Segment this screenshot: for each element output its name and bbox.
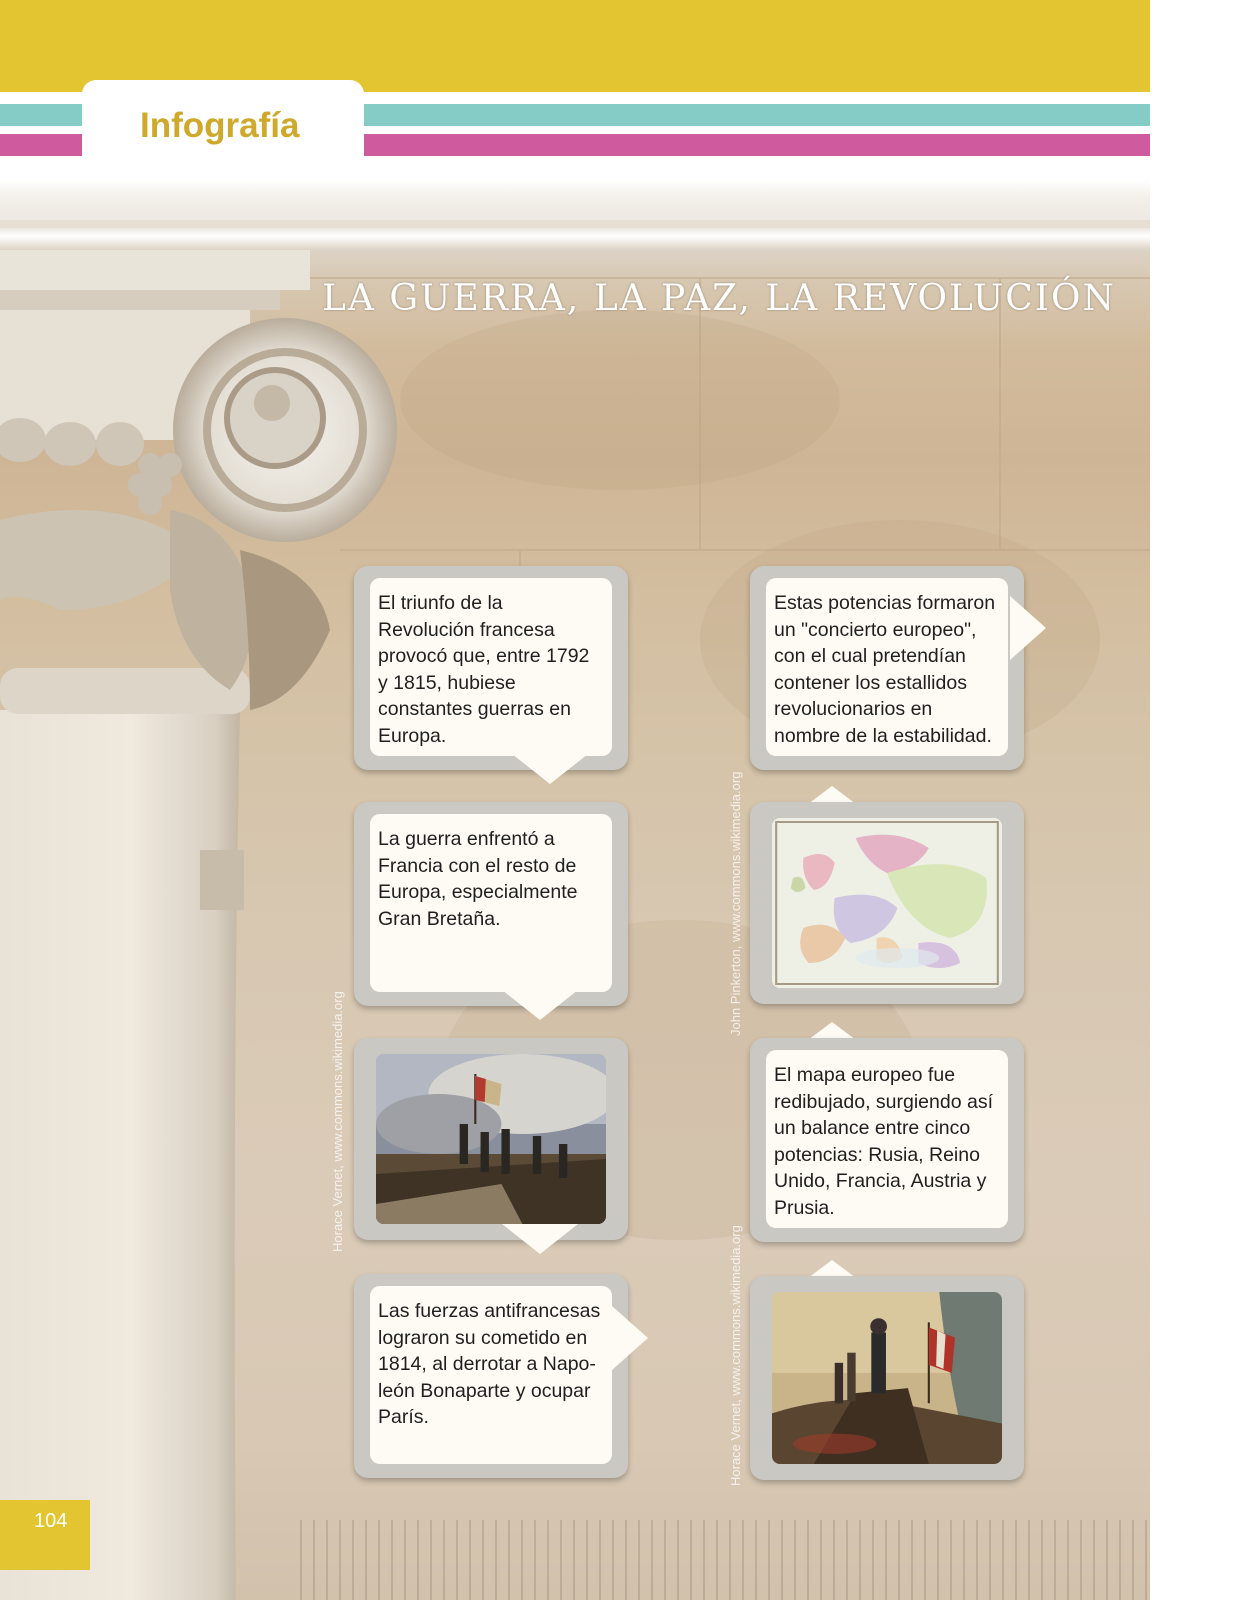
section-tab (82, 80, 364, 168)
card-antifrench (354, 1274, 628, 1478)
card-antifrench-text: Las fuerzas antifrancesas lograron su cometido en 1814, al derrotar a Napo-león Bonaparte y ocupar París. (378, 1300, 601, 1428)
card-revolution (354, 566, 628, 770)
credit-map: John Pinkerton, www.commons.wikimedia.org (728, 771, 743, 1036)
top-color-bar (0, 0, 1150, 92)
battle-painting (376, 1054, 606, 1224)
arrow-down-1 (512, 754, 588, 784)
stripe-teal-left (0, 104, 82, 126)
card-war-text: La guerra enfrentó a Francia con el resto de Europa, especialmente Gran Bretaña. (378, 828, 578, 930)
card-concert-text: Estas potencias formaron un "concierto europeo", con el cual pretendían contener los estallidos revolucionarios en nombre de la estabilidad. (774, 592, 996, 747)
card-battle-image (354, 1038, 628, 1240)
card-map-image (750, 802, 1024, 1004)
section-label: Infografía (140, 106, 300, 145)
arrow-right-1 (612, 1306, 648, 1370)
credit-napoleon: Horace Vernet, www.commons.wikimedia.org (728, 1225, 743, 1486)
credit-battle: Horace Vernet, www.commons.wikimedia.org (330, 991, 345, 1252)
europe-map (772, 818, 1002, 988)
page-number: 104 (34, 1510, 68, 1532)
card-redraw (750, 1038, 1024, 1242)
card-concert (750, 566, 1024, 770)
infographic-title: LA GUERRA, LA PAZ, LA REVOLUCIÓN (322, 278, 1117, 319)
stripe-teal-right (364, 104, 1150, 126)
napoleon-painting (772, 1292, 1002, 1464)
stripe-magenta-right (364, 134, 1150, 156)
card-revolution-text: El triunfo de la Revolución francesa provocó que, entre 1792 y 1815, hubiese constantes guerras en Europa. (378, 592, 590, 747)
card-war (354, 802, 628, 1006)
arrow-right-2 (1010, 596, 1046, 660)
arrow-down-2 (502, 990, 578, 1020)
card-redraw-text: El mapa europeo fue redibujado, surgiendo así un balance entre cinco potencias: Rusia, Reino Unido, Francia, Austria y Prusia. (774, 1064, 993, 1219)
card-napoleon-image (750, 1276, 1024, 1480)
balustrade (300, 1520, 1150, 1600)
stripe-magenta-left (0, 134, 82, 156)
arrow-down-3 (502, 1224, 578, 1254)
